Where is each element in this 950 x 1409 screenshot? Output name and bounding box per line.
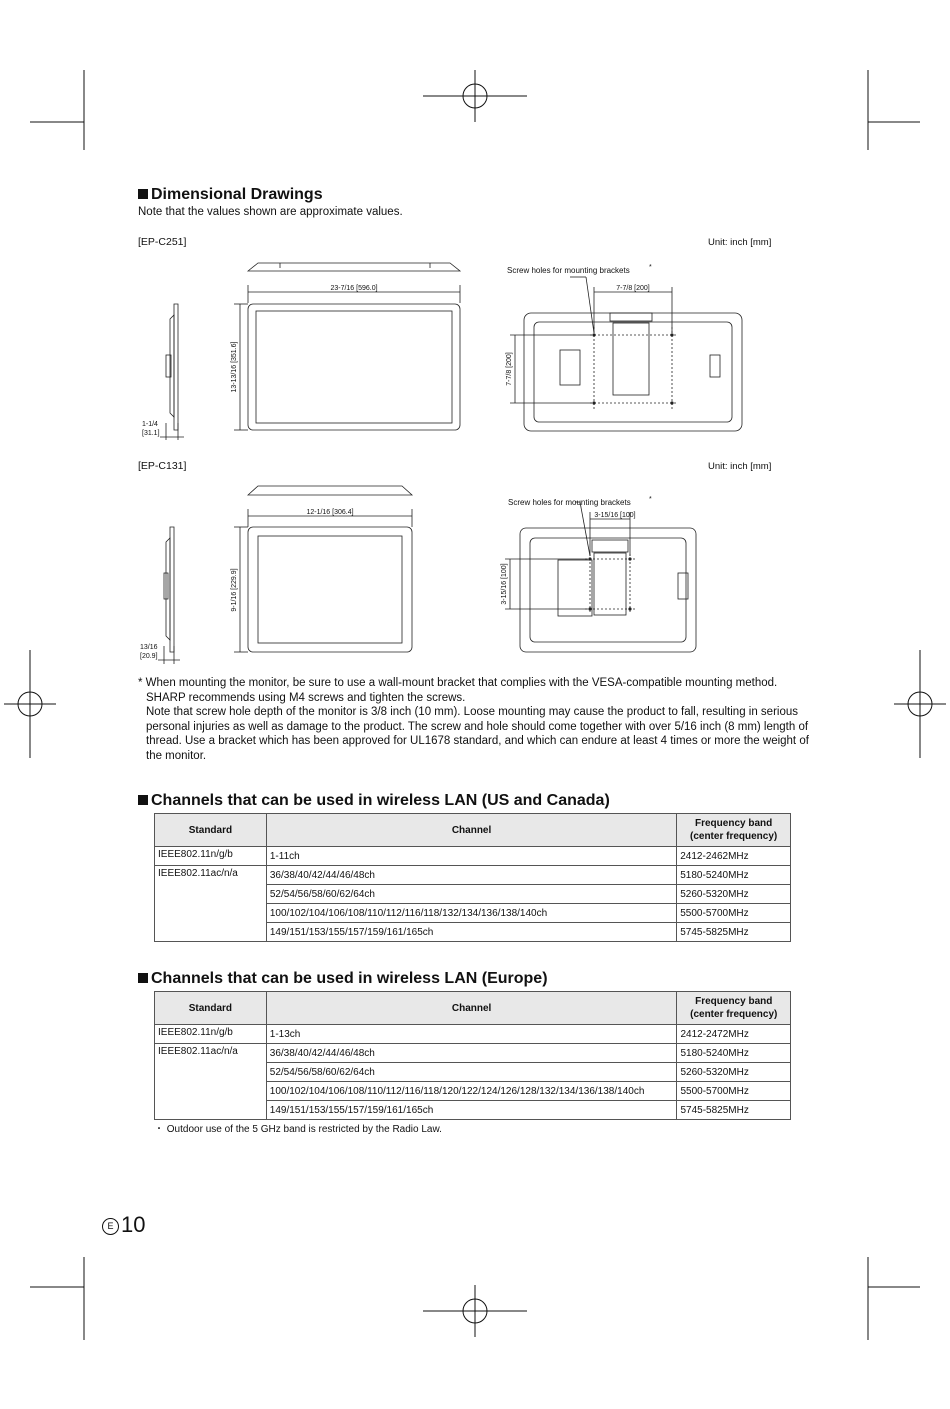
depth-mm-ep-c131: [20.9] bbox=[140, 653, 158, 660]
channel-cell: 1-13ch bbox=[266, 1025, 677, 1044]
channel-cell: 100/102/104/106/108/110/112/116/118/132/134/136/138/140ch bbox=[266, 904, 676, 923]
header-channel: Channel bbox=[266, 992, 677, 1025]
approximate-values-note: Note that the values shown are approximate values. bbox=[138, 206, 403, 218]
europe-channel-table bbox=[154, 991, 791, 1120]
frequency-cell: 5745-5825MHz bbox=[677, 1101, 791, 1120]
footnote-line-3: Note that screw hole depth of the monitor is 3/8 inch (10 mm). Loose mounting may cause the product to fall, resulting in serious personal injuries as well as damage to the product. The screw and hole should come together with over 5/16 inch (8 mm) length of thread. Use a bracket which has been approved for UL1678 standard, and which can endure at least 4 times or more the weight of the monitor. bbox=[146, 706, 809, 762]
us-canada-channel-table bbox=[154, 813, 791, 942]
vesa-height-ep-c251: 7-7/8 [200] bbox=[506, 352, 513, 386]
heading-bullet-icon bbox=[138, 795, 148, 805]
drawing-ep-c251 bbox=[130, 255, 780, 445]
model-label-ep-c251: [EP-C251] bbox=[138, 236, 187, 248]
frequency-cell: 5180-5240MHz bbox=[677, 1044, 791, 1063]
frequency-cell: 5745-5825MHz bbox=[677, 923, 791, 942]
header-standard: Standard bbox=[155, 814, 267, 847]
channel-cell: 52/54/56/58/60/62/64ch bbox=[266, 1063, 677, 1082]
width-dimension-ep-c251: 23-7/16 [596.0] bbox=[330, 285, 378, 292]
channel-cell: 36/38/40/42/44/46/48ch bbox=[266, 1044, 677, 1063]
europe-heading: Channels that can be used in wireless LAN (Europe) bbox=[138, 970, 548, 988]
frequency-cell: 2412-2462MHz bbox=[677, 847, 791, 866]
width-dimension-ep-c131: 12-1/16 [306.4] bbox=[306, 509, 354, 516]
frequency-cell: 5260-5320MHz bbox=[677, 1063, 791, 1082]
frequency-cell: 2412-2472MHz bbox=[677, 1025, 791, 1044]
radio-law-note: ・ Outdoor use of the 5 GHz band is restricted by the Radio Law. bbox=[154, 1124, 442, 1135]
drawing-ep-c131 bbox=[130, 478, 780, 668]
vesa-width-ep-c131: 3-15/16 [100] bbox=[594, 512, 636, 519]
screw-asterisk-ep-c131: * bbox=[649, 496, 652, 503]
frequency-cell: 5500-5700MHz bbox=[677, 904, 791, 923]
heading-bullet-icon bbox=[138, 973, 148, 983]
header-standard: Standard bbox=[155, 992, 267, 1025]
depth-dimension-ep-c131: 13/16 bbox=[140, 644, 158, 651]
unit-label-ep-c131: Unit: inch [mm] bbox=[708, 461, 772, 472]
model-label-ep-c131: [EP-C131] bbox=[138, 460, 187, 472]
header-channel: Channel bbox=[266, 814, 676, 847]
channel-cell: 100/102/104/106/108/110/112/116/118/120/122/124/126/128/132/134/136/138/140ch bbox=[266, 1082, 677, 1101]
frequency-cell: 5500-5700MHz bbox=[677, 1082, 791, 1101]
table-row bbox=[155, 866, 791, 885]
table-row bbox=[155, 1025, 791, 1044]
standard-cell: IEEE802.11n/g/b bbox=[155, 1025, 267, 1044]
footnote-line-1: * When mounting the monitor, be sure to use a wall-mount bracket that complies with the VESA-compatible mounting method. bbox=[138, 677, 778, 689]
us-canada-heading: Channels that can be used in wireless LAN (US and Canada) bbox=[138, 792, 610, 810]
header-frequency: Frequency band (center frequency) bbox=[677, 992, 791, 1025]
mounting-footnote bbox=[138, 676, 818, 764]
screw-holes-label-ep-c131: Screw holes for mounting brackets bbox=[508, 498, 631, 507]
heading-bullet-icon bbox=[138, 189, 148, 199]
depth-mm-ep-c251: [31.1] bbox=[142, 430, 160, 437]
channel-cell: 52/54/56/58/60/62/64ch bbox=[266, 885, 676, 904]
height-dimension-ep-c251: 13-13/16 [351.6] bbox=[231, 341, 238, 393]
vesa-width-ep-c251: 7-7/8 [200] bbox=[616, 285, 650, 292]
channel-cell: 149/151/153/155/157/159/161/165ch bbox=[266, 923, 676, 942]
channel-cell: 36/38/40/42/44/46/48ch bbox=[266, 866, 676, 885]
channel-cell: 149/151/153/155/157/159/161/165ch bbox=[266, 1101, 677, 1120]
standard-cell: IEEE802.11ac/n/a bbox=[155, 866, 267, 942]
table-row bbox=[155, 1044, 791, 1063]
screw-asterisk-ep-c251: * bbox=[649, 264, 652, 271]
dimensional-drawings-heading: Dimensional Drawings bbox=[138, 186, 323, 204]
channel-cell: 1-11ch bbox=[266, 847, 676, 866]
table-row bbox=[155, 847, 791, 866]
footnote-line-2: SHARP recommends using M4 screws and tighten the screws. bbox=[146, 691, 466, 704]
frequency-cell: 5260-5320MHz bbox=[677, 885, 791, 904]
depth-dimension-ep-c251: 1-1/4 bbox=[142, 421, 158, 428]
header-frequency: Frequency band (center frequency) bbox=[677, 814, 791, 847]
vesa-height-ep-c131: 3-15/16 [100] bbox=[501, 563, 508, 605]
screw-holes-label-ep-c251: Screw holes for mounting brackets bbox=[507, 266, 630, 275]
standard-cell: IEEE802.11ac/n/a bbox=[155, 1044, 267, 1120]
page-number: E 10 bbox=[102, 1212, 145, 1238]
standard-cell: IEEE802.11n/g/b bbox=[155, 847, 267, 866]
height-dimension-ep-c131: 9-1/16 [229.9] bbox=[231, 568, 238, 612]
frequency-cell: 5180-5240MHz bbox=[677, 866, 791, 885]
unit-label-ep-c251: Unit: inch [mm] bbox=[708, 237, 772, 248]
e-badge-icon: E bbox=[102, 1218, 119, 1235]
